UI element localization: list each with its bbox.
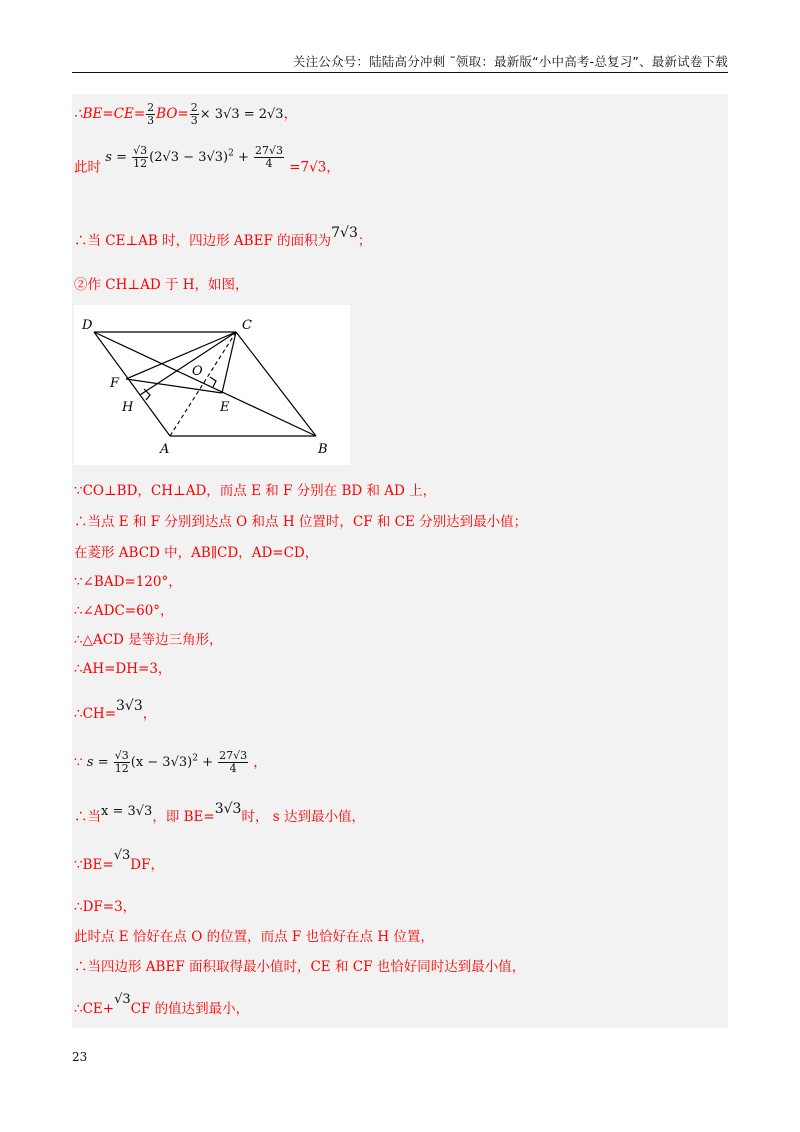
text: 此时 [74,159,101,176]
fraction [146,102,155,127]
line-conclusion-1 [74,225,372,250]
line-final [74,992,250,1019]
line-be-ce [74,102,297,127]
label-c: C [242,318,252,333]
label-h: H [122,400,134,415]
fraction [254,145,284,170]
denominator: 4 [265,157,273,171]
math: 3√3 [214,801,242,817]
plus: + [202,755,213,771]
denominator: 12 [133,157,148,171]
s-symbol: s = [105,150,127,166]
label-e: E [220,400,230,415]
result: =7√3， [289,159,340,176]
fraction [114,750,130,775]
line-ah-dh: ∴AH=DH=3， [74,661,172,677]
segment-ce [222,332,236,393]
fraction [190,102,199,127]
label-f: F [110,376,120,391]
segment-fe [126,379,222,393]
line-be-df [74,848,164,875]
numerator: √3 [133,144,148,158]
fraction [218,750,248,775]
math-expression [86,749,253,776]
edge-cb [236,332,316,436]
text: ∴当 [74,809,101,825]
math: √3 [114,992,131,1007]
text: ∴BE=CE= [74,106,146,122]
numerator: 2 [147,101,155,114]
rhombus-diagram [74,305,350,465]
math: √3 [113,848,131,863]
label-b: B [318,442,328,457]
line-s-formula [74,750,267,775]
segment-cf [126,332,236,379]
text: ∴当 CE⊥AB 时，四边形 ABEF 的面积为 [74,233,332,249]
page-header: 关注公众号：陆陆高分冲刺 ˜领取：最新版“小中高考-总复习”、最新试卷下载 [292,54,728,69]
geometry-figure [74,305,350,465]
page-number: 23 [72,1050,88,1064]
label-o: O [192,364,203,379]
plus: + [237,150,249,166]
line-construction: ②作 CH⊥AD 于 H，如图， [74,277,249,293]
denominator: 3 [147,114,155,127]
punct: ； [357,233,372,249]
line-equilateral: ∴△ACD 是等边三角形， [74,632,223,648]
numerator: √3 [114,749,129,763]
numerator: 2 [190,101,198,114]
s-symbol: s = [86,755,109,771]
line-ch [74,698,157,723]
line-min-value [74,801,365,827]
math-expression [105,144,289,171]
numerator: 27√3 [219,749,248,763]
text: DF， [130,857,164,873]
punct: ， [283,106,298,122]
paren: (x − 3√3) [130,755,193,771]
denominator: 12 [114,762,129,776]
line-rhombus: 在菱形 ABCD 中，AB∥CD，AD=CD， [74,545,319,561]
line-positions: 此时点 E 恰好在点 O 的位置，而点 F 也恰好在点 H 位置， [74,929,434,945]
text: ，即 BE= [152,809,215,825]
diagonal-db [94,332,316,436]
text: ∵ [74,754,83,771]
line-df: ∴DF=3， [74,899,137,915]
exponent: 2 [192,754,198,764]
header-rule [72,72,728,73]
math: 7√3 [331,225,358,241]
diagonal-ac [170,332,236,436]
text: BO= [156,106,189,122]
numerator: 27√3 [255,144,284,158]
segment-ch [140,332,236,395]
text: ∵BE= [74,857,114,873]
punct: ， [142,706,157,722]
math: 3√3 [116,698,143,714]
text: 时， s 达到最小值， [241,809,365,825]
line-area-value [74,144,340,180]
denominator: 4 [229,762,237,776]
exponent: 2 [228,149,234,159]
text: ∴CE+ [74,1001,115,1017]
punct: ， [253,754,267,771]
line-angle-bad: ∵∠BAD=120°， [74,574,182,590]
math: x = 3√3 [101,804,153,819]
right-angle-o [210,377,216,387]
line-min-area: ∴当四边形 ABEF 面积取得最小值时，CE 和 CF 也恰好同时达到最小值， [74,959,526,975]
label-d: D [82,318,93,333]
math: × 3√3 = 2√3 [199,107,284,122]
line-perpendiculars: ∵CO⊥BD，CH⊥AD，而点 E 和 F 分别在 BD 和 AD 上， [74,483,437,499]
line-angle-adc: ∴∠ADC=60°， [74,603,174,619]
text: CF 的值达到最小， [130,1001,250,1017]
text: ∴CH= [74,706,117,722]
line-min-positions: ∴当点 E 和 F 分别到达点 O 和点 H 位置时，CF 和 CE 分别达到最小值； [74,514,528,530]
paren: (2√3 − 3√3) [149,150,229,166]
denominator: 3 [190,114,198,127]
fraction [132,145,148,170]
label-a: A [160,442,170,457]
